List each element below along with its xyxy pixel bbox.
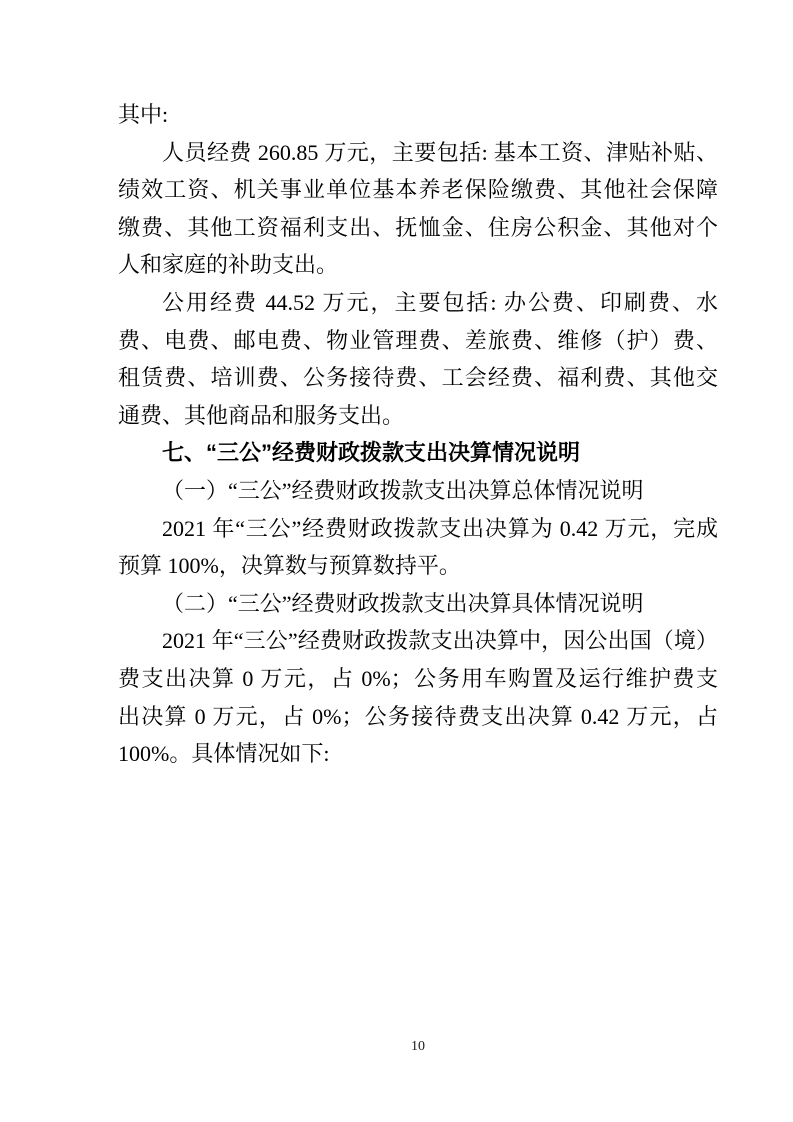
page-number: 10 [411,1039,425,1054]
paragraph [118,510,718,585]
text-line: 七、“三公”经费财政拨款支出决算情况说明 [162,440,581,466]
text-line: 预算 100%，决算数与预算数持平。 [118,553,461,579]
paragraph [118,622,718,772]
text-line: 100%。具体情况如下: [118,741,330,767]
text-line: 出决算 0 万元，占 0%；公务接待费支出决算 0.42 万元，占 [118,703,718,729]
text-line: 2021 年“三公”经费财政拨款支出决算为 0.42 万元，完成 [162,515,718,541]
text-line: 2021 年“三公”经费财政拨款支出决算中，因公出国（境） [162,628,718,654]
text-line: （一）“三公”经费财政拨款支出决算总体情况说明 [162,477,644,503]
page-footer [118,1038,718,1056]
paragraph [118,284,718,434]
text-line: 缴费、其他工资福利支出、抚恤金、住房公积金、其他对个 [118,214,718,240]
document-body [118,96,718,773]
text-line: 租赁费、培训费、公务接待费、工会经费、福利费、其他交 [118,365,718,391]
paragraph [118,96,718,134]
text-line: 公用经费 44.52 万元，主要包括: 办公费、印刷费、水 [162,289,718,315]
text-line: 其中: [118,102,169,127]
text-line: 费支出决算 0 万元，占 0%；公务用车购置及运行维护费支 [118,665,718,691]
paragraph [118,472,718,510]
text-line: 绩效工资、机关事业单位基本养老保险缴费、其他社会保障 [118,177,718,203]
text-line: 费、电费、邮电费、物业管理费、差旅费、维修（护）费、 [118,327,718,353]
text-line: 人和家庭的补助支出。 [118,252,339,278]
paragraph [118,585,718,623]
section-heading [118,434,718,472]
text-line: 人员经费 260.85 万元，主要包括: 基本工资、津贴补贴、 [162,139,718,165]
text-line: （二）“三公”经费财政拨款支出决算具体情况说明 [162,590,644,616]
paragraph [118,134,718,284]
text-line: 通费、其他商品和服务支出。 [118,402,405,428]
